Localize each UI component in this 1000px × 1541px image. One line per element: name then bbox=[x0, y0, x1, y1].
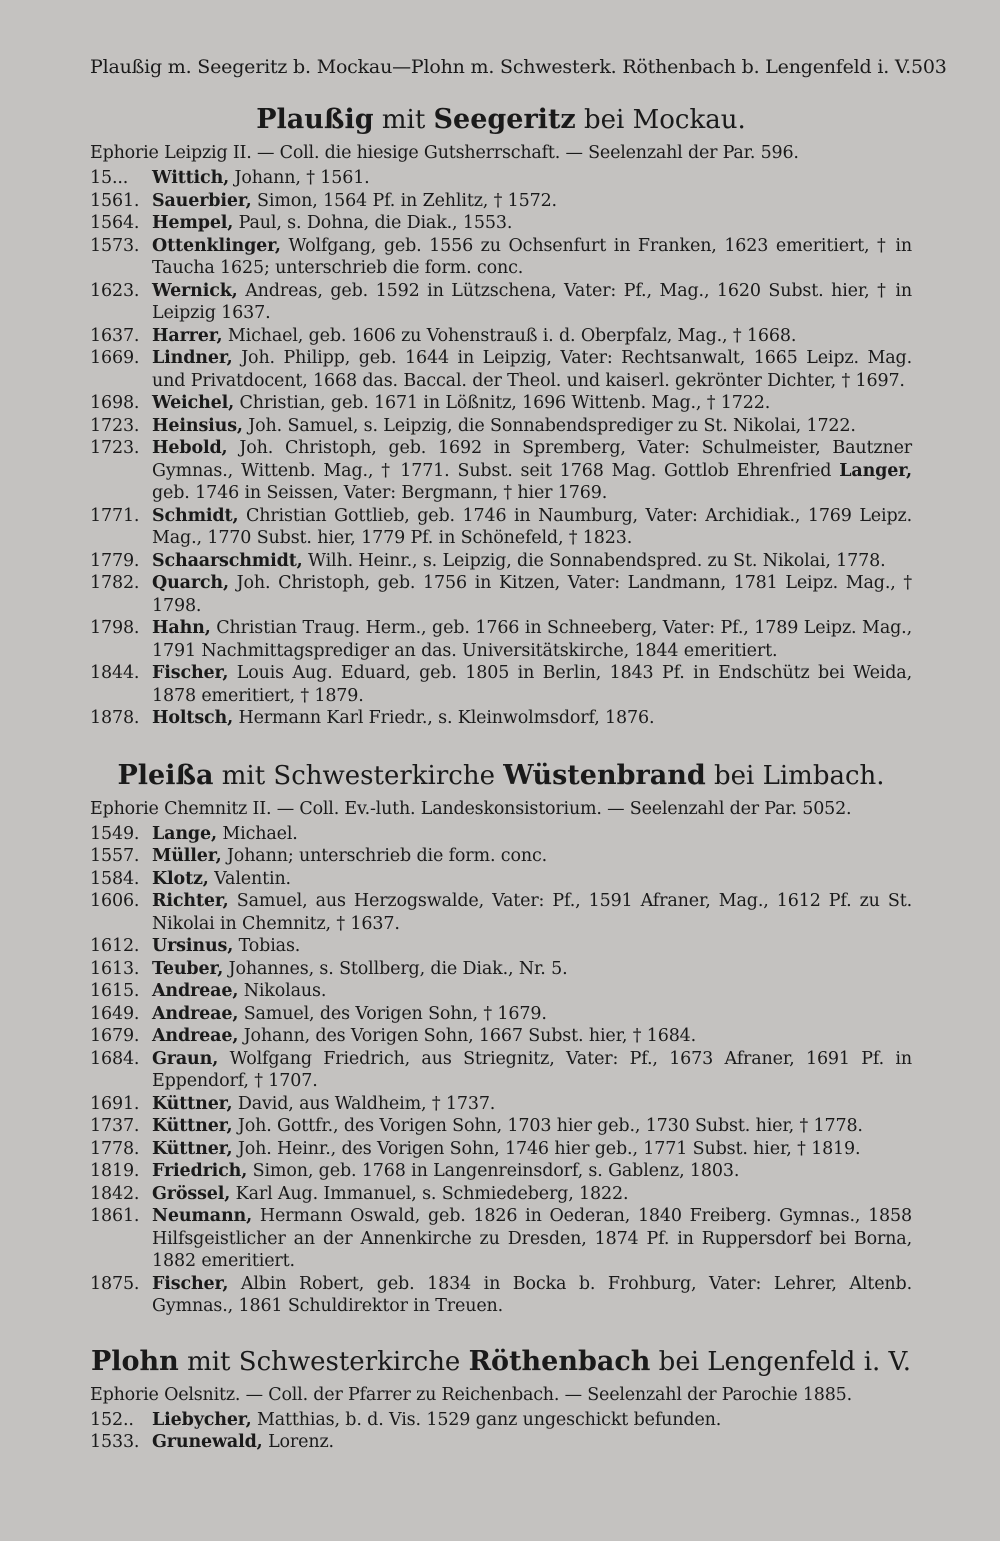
pastor-name: Grunewald, bbox=[152, 1432, 263, 1452]
pastor-entry bbox=[90, 437, 912, 505]
pastor-name: Grössel, bbox=[152, 1183, 231, 1204]
entry-year: 1844. bbox=[90, 663, 140, 683]
pastor-name: Teuber, bbox=[152, 958, 224, 979]
entry-year: 1737. bbox=[90, 1116, 140, 1136]
entry-text: Christian Traug. Herm., geb. 1766 in Schneeberg, Vater: Pf., 1789 Leipz. Mag., 1791 Nachmittagsprediger an das. Universitätskirche, 1844 emeritiert. bbox=[152, 618, 912, 661]
title-connector: mit Schwesterkirche bbox=[221, 760, 495, 791]
entry-year: 1684. bbox=[90, 1048, 140, 1069]
entry-text: Albin Robert, geb. 1834 in Bocka b. Frohburg, Vater: Lehrer, Altenb. Gymnas., 1861 Schuldirektor in Treuen. bbox=[152, 1273, 912, 1316]
entry-text: Simon, 1564 Pf. in Zehlitz, † 1572. bbox=[257, 190, 557, 211]
section-title bbox=[90, 760, 912, 791]
entry-text: Johannes, s. Stollberg, die Diak., Nr. 5. bbox=[228, 958, 568, 979]
pastor-name: Ursinus, bbox=[152, 936, 234, 956]
pastor-entry bbox=[90, 1025, 912, 1048]
entry-text: Matthias, b. d. Vis. 1529 ganz ungeschickt befunden. bbox=[256, 1409, 722, 1430]
entry-body bbox=[152, 437, 912, 505]
title-location: bei Limbach. bbox=[713, 760, 885, 791]
entry-body bbox=[152, 1003, 912, 1026]
entry-year: 1819. bbox=[90, 1161, 140, 1181]
pastor-entry bbox=[90, 167, 912, 190]
pastor-name: Heinsius, bbox=[152, 415, 243, 436]
entry-year: 1779. bbox=[90, 550, 140, 571]
entry-body bbox=[152, 1093, 912, 1116]
pastor-name: Küttner, bbox=[152, 1116, 233, 1136]
pastor-entry bbox=[90, 662, 912, 707]
entry-year: 1561. bbox=[90, 190, 140, 211]
entry-body bbox=[152, 935, 912, 958]
entry-text: David, aus Waldheim, † 1737. bbox=[237, 1093, 496, 1114]
entry-year: 1612. bbox=[90, 936, 140, 956]
pastor-name: Müller, bbox=[152, 846, 222, 866]
pastor-name: Küttner, bbox=[152, 1093, 233, 1114]
pastor-name: Langer, bbox=[839, 460, 912, 481]
entry-text: Johann; unterschrieb die form. conc. bbox=[226, 846, 548, 866]
entry-year: 1723. bbox=[90, 415, 140, 436]
entry-body bbox=[152, 572, 912, 617]
entry-body bbox=[152, 1273, 912, 1318]
entry-text: Valentin. bbox=[214, 868, 291, 889]
pastor-entry bbox=[90, 235, 912, 280]
entry-year: 1649. bbox=[90, 1003, 140, 1024]
entry-year: 1637. bbox=[90, 325, 140, 346]
ephorie-line: Ephorie Oelsnitz. — Coll. der Pfarrer zu Reichenbach. — Seelenzahl der Parochie 1885. bbox=[90, 1384, 852, 1405]
pastor-name: Fischer, bbox=[152, 1273, 229, 1294]
entry-text: Wilh. Heinr., s. Leipzig, die Sonnabendspred. zu St. Nikolai, 1778. bbox=[308, 550, 886, 571]
entry-body bbox=[152, 1115, 912, 1138]
entry-year: 1691. bbox=[90, 1093, 140, 1114]
parish-name: Plaußig bbox=[256, 104, 374, 135]
ephorie-line: Ephorie Chemnitz II. — Coll. Ev.-luth. Landeskonsistorium. — Seelenzahl der Par. 5052. bbox=[90, 798, 852, 819]
pastor-entry bbox=[90, 1273, 912, 1318]
pastor-entry bbox=[90, 1093, 912, 1116]
title-location: bei Mockau. bbox=[584, 105, 746, 135]
entry-year: 1557. bbox=[90, 846, 140, 866]
entry-year: 1613. bbox=[90, 958, 140, 979]
entry-text: Louis Aug. Eduard, geb. 1805 in Berlin, 1843 Pf. in Endschütz bei Weida, 1878 emeritiert, † 1879. bbox=[152, 663, 912, 706]
pastor-entry bbox=[90, 1205, 912, 1273]
running-head-text: Plaußig m. Seegeritz b. Mockau—Plohn m. Schwesterk. Röthenbach b. Lengenfeld i. V. bbox=[90, 56, 911, 78]
pastor-entry bbox=[90, 190, 912, 213]
entry-text: Lorenz. bbox=[268, 1432, 334, 1452]
pastor-entry bbox=[90, 392, 912, 415]
pastor-entry bbox=[90, 617, 912, 662]
entry-body bbox=[152, 1183, 912, 1206]
entry-text: geb. 1746 in Seissen, Vater: Bergmann, † hier 1769. bbox=[152, 483, 608, 503]
entry-year: 1606. bbox=[90, 891, 140, 911]
pastor-name: Harrer, bbox=[152, 325, 223, 346]
entry-text: Wolfgang, geb. 1556 zu Ochsenfurt in Franken, 1623 emeritiert, † in Taucha 1625; unterschrieb die form. conc. bbox=[152, 235, 912, 278]
pastor-entry bbox=[90, 550, 912, 573]
entry-body bbox=[152, 662, 912, 707]
entry-body bbox=[152, 347, 912, 392]
pastor-name: Fischer, bbox=[152, 663, 229, 683]
pastor-name: Friedrich, bbox=[152, 1161, 248, 1181]
entry-body bbox=[152, 1025, 912, 1048]
sister-church-name: Röthenbach bbox=[468, 1345, 651, 1377]
entry-body bbox=[152, 707, 912, 730]
pastor-name: Hebold, bbox=[152, 438, 228, 458]
pastor-name: Graun, bbox=[152, 1048, 219, 1069]
entry-year: 1669. bbox=[90, 348, 140, 368]
pastor-entry bbox=[90, 707, 912, 730]
entry-body bbox=[152, 325, 912, 348]
pastor-entry bbox=[90, 868, 912, 891]
entry-year: 1679. bbox=[90, 1026, 140, 1046]
entry-year: 1861. bbox=[90, 1206, 140, 1226]
entry-year: 15... bbox=[90, 168, 129, 188]
pastor-name: Hempel, bbox=[152, 213, 234, 233]
pastor-entry bbox=[90, 572, 912, 617]
pastor-name: Andreae, bbox=[152, 1003, 239, 1024]
title-connector: mit Schwesterkirche bbox=[187, 1346, 461, 1377]
entry-body bbox=[152, 823, 912, 846]
entry-text: Christian Gottlieb, geb. 1746 in Naumburg, Vater: Archidiak., 1769 Leipz. Mag., 1770 Subst. hier, 1779 Pf. in Schönefeld, † 1823. bbox=[152, 505, 912, 548]
entry-body bbox=[152, 392, 912, 415]
pastor-entry bbox=[90, 280, 912, 325]
entry-text: Tobias. bbox=[238, 936, 301, 956]
entry-year: 1573. bbox=[90, 235, 140, 256]
pastor-name: Ottenklinger, bbox=[152, 235, 281, 256]
entry-body bbox=[152, 1431, 912, 1454]
entry-body bbox=[152, 868, 912, 891]
pastor-name: Quarch, bbox=[152, 573, 229, 593]
pastor-name: Andreae, bbox=[152, 981, 239, 1001]
pastor-name: Lindner, bbox=[152, 348, 233, 368]
pastor-entry bbox=[90, 1115, 912, 1138]
entry-text: Nikolaus. bbox=[243, 981, 327, 1001]
pastor-entry bbox=[90, 1183, 912, 1206]
pastor-name: Klotz, bbox=[152, 868, 209, 889]
sister-church-name: Seegeritz bbox=[433, 104, 576, 135]
entry-year: 1623. bbox=[90, 280, 140, 301]
pastor-name: Sauerbier, bbox=[152, 190, 252, 211]
entry-year: 1875. bbox=[90, 1273, 140, 1294]
entry-text: Simon, geb. 1768 in Langenreinsdorf, s. Gablenz, 1803. bbox=[252, 1161, 740, 1181]
entry-body bbox=[152, 167, 912, 190]
pastor-name: Andreae, bbox=[152, 1026, 239, 1046]
pastor-entry bbox=[90, 212, 912, 235]
entry-text: Joh. Christoph, geb. 1756 in Kitzen, Vater: Landmann, 1781 Leipz. Mag., † 1798. bbox=[152, 573, 912, 616]
pastor-name: Holtsch, bbox=[152, 708, 234, 728]
entry-text: Joh. Samuel, s. Leipzig, die Sonnabendsprediger zu St. Nikolai, 1722. bbox=[248, 415, 856, 436]
pastor-name: Weichel, bbox=[152, 393, 235, 413]
entry-body bbox=[152, 235, 912, 280]
entry-year: 1584. bbox=[90, 868, 140, 889]
pastor-entry bbox=[90, 890, 912, 935]
sister-church-name: Wüstenbrand bbox=[503, 759, 706, 791]
entry-year: 1615. bbox=[90, 981, 140, 1001]
entry-body bbox=[152, 1160, 912, 1183]
page-number: 503 bbox=[910, 56, 947, 78]
entry-text: Joh. Gottfr., des Vorigen Sohn, 1703 hier geb., 1730 Subst. hier, † 1778. bbox=[237, 1116, 863, 1136]
entry-body bbox=[152, 958, 912, 981]
entry-text: Wolfgang Friedrich, aus Striegnitz, Vater: Pf., 1673 Afraner, 1691 Pf. in Eppendorf, † 1707. bbox=[152, 1048, 912, 1091]
entry-year: 1533. bbox=[90, 1432, 140, 1452]
entry-year: 1778. bbox=[90, 1138, 140, 1159]
pastor-entry bbox=[90, 347, 912, 392]
section-title bbox=[90, 104, 912, 135]
entry-year: 1878. bbox=[90, 708, 140, 728]
entry-year: 1698. bbox=[90, 393, 140, 413]
entry-year: 1723. bbox=[90, 438, 140, 458]
running-head bbox=[90, 56, 947, 78]
section-title bbox=[90, 1346, 912, 1377]
entry-text: Paul, s. Dohna, die Diak., 1553. bbox=[238, 213, 513, 233]
entry-body bbox=[152, 980, 912, 1003]
entry-body bbox=[152, 1205, 912, 1273]
pastor-entry bbox=[90, 845, 912, 868]
pastor-name: Wittich, bbox=[152, 168, 230, 188]
pastor-entry bbox=[90, 1048, 912, 1093]
pastor-entry bbox=[90, 1160, 912, 1183]
pastor-entry bbox=[90, 505, 912, 550]
pastor-entry bbox=[90, 980, 912, 1003]
title-connector: mit bbox=[381, 105, 426, 135]
entry-year: 1549. bbox=[90, 823, 140, 844]
pastor-name: Richter, bbox=[152, 891, 229, 911]
entry-text: Michael. bbox=[222, 823, 298, 844]
entry-text: Andreas, geb. 1592 in Lützschena, Vater: Pf., Mag., 1620 Subst. hier, † in Leipzig 1637. bbox=[152, 280, 912, 323]
parish-sections bbox=[90, 104, 912, 1454]
entry-year: 1842. bbox=[90, 1183, 140, 1204]
pastor-name: Küttner, bbox=[152, 1138, 233, 1159]
pastor-name: Schaarschmidt, bbox=[152, 550, 303, 571]
pastor-entry bbox=[90, 1431, 912, 1454]
pastor-entry bbox=[90, 415, 912, 438]
entry-body bbox=[152, 550, 912, 573]
pastor-entry bbox=[90, 823, 912, 846]
entry-body bbox=[152, 1409, 912, 1432]
entry-body bbox=[152, 280, 912, 325]
entry-text: Joh. Heinr., des Vorigen Sohn, 1746 hier geb., 1771 Subst. hier, † 1819. bbox=[237, 1138, 861, 1159]
entry-text: Karl Aug. Immanuel, s. Schmiedeberg, 1822. bbox=[235, 1183, 629, 1204]
parish-name: Pleißa bbox=[117, 759, 214, 791]
entry-text: Michael, geb. 1606 zu Vohenstrauß i. d. Oberpfalz, Mag., † 1668. bbox=[227, 325, 797, 346]
entry-text: Samuel, des Vorigen Sohn, † 1679. bbox=[243, 1003, 547, 1024]
entry-text: Hermann Oswald, geb. 1826 in Oederan, 1840 Freiberg. Gymnas., 1858 Hilfsgeistlicher an der Annenkirche zu Dresden, 1874 Pf. in Ruppersdorf bei Borna, 1882 emeritiert. bbox=[152, 1206, 912, 1271]
pastor-entry bbox=[90, 1138, 912, 1161]
entry-text: Johann, † 1561. bbox=[234, 168, 370, 188]
entry-year: 1782. bbox=[90, 573, 140, 593]
pastor-name: Wernick, bbox=[152, 280, 238, 301]
entry-text: Johann, des Vorigen Sohn, 1667 Subst. hier, † 1684. bbox=[243, 1026, 697, 1046]
title-location: bei Lengenfeld i. V. bbox=[658, 1346, 912, 1377]
entry-text: Joh. Philipp, geb. 1644 in Leipzig, Vater: Rechtsanwalt, 1665 Leipz. Mag. und Privatdocent, 1668 das. Baccal. der Theol. und kaiserl. gekrönter Dichter, † 1697. bbox=[152, 348, 912, 391]
entry-body bbox=[152, 890, 912, 935]
entry-text: Samuel, aus Herzogswalde, Vater: Pf., 1591 Afraner, Mag., 1612 Pf. zu St. Nikolai in Chemnitz, † 1637. bbox=[152, 891, 912, 934]
entry-year: 152.. bbox=[90, 1409, 134, 1430]
pastor-entry bbox=[90, 1003, 912, 1026]
pastor-entry bbox=[90, 958, 912, 981]
entry-body bbox=[152, 415, 912, 438]
pastor-name: Hahn, bbox=[152, 618, 211, 638]
entry-body bbox=[152, 1138, 912, 1161]
ephorie-line: Ephorie Leipzig II. — Coll. die hiesige Gutsherrschaft. — Seelenzahl der Par. 596. bbox=[90, 143, 799, 163]
entry-body bbox=[152, 212, 912, 235]
pastor-entry bbox=[90, 325, 912, 348]
entry-year: 1798. bbox=[90, 618, 140, 638]
entry-body bbox=[152, 617, 912, 662]
pastor-name: Liebycher, bbox=[152, 1409, 252, 1430]
entry-body bbox=[152, 1048, 912, 1093]
entry-body bbox=[152, 190, 912, 213]
entry-text: Christian, geb. 1671 in Lößnitz, 1696 Wittenb. Mag., † 1722. bbox=[239, 393, 771, 413]
pastor-name: Neumann, bbox=[152, 1206, 253, 1226]
entry-text: Joh. Christoph, geb. 1692 in Spremberg, Vater: Schulmeister, Bautzner Gymnas., Wittenb. Mag., † 1771. Subst. seit 1768 Mag. Gottlob Ehrenfried bbox=[152, 438, 912, 481]
pastor-name: Schmidt, bbox=[152, 505, 239, 526]
entry-body bbox=[152, 845, 912, 868]
parish-name: Plohn bbox=[90, 1345, 179, 1377]
pastor-entry bbox=[90, 1409, 912, 1432]
pastor-entry bbox=[90, 935, 912, 958]
entry-body bbox=[152, 505, 912, 550]
entry-year: 1564. bbox=[90, 213, 140, 233]
entry-year: 1771. bbox=[90, 505, 140, 526]
pastor-name: Lange, bbox=[152, 823, 217, 844]
entry-text: Hermann Karl Friedr., s. Kleinwolmsdorf, 1876. bbox=[238, 708, 655, 728]
